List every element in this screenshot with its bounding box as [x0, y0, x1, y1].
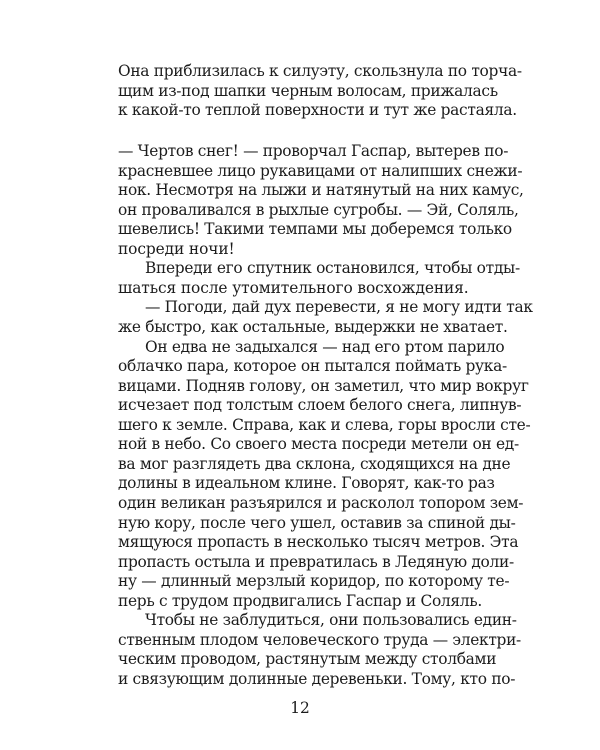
- text-line: Он едва не задыхался — над его ртом парило: [145, 338, 505, 356]
- text-line: Она приблизилась к силуэту, скользнула по торча-: [118, 62, 522, 80]
- text-line: ну — длинный мерзлый коридор, по которому те-: [118, 572, 510, 590]
- text-line: же быстро, как остальные, выдержки не хватает.: [118, 318, 508, 336]
- text-line: и связующим долинные деревеньки. Тому, кто по-: [118, 670, 516, 688]
- text-line: ной в небо. Со своего места посреди метели он ед-: [118, 435, 519, 453]
- text-line: к какой-то теплой поверхности и тут же растаяла.: [118, 101, 517, 119]
- text-line: перь с трудом продвигались Гаспар и Соляль.: [118, 592, 482, 610]
- text-line: вицами. Подняв голову, он заметил, что мир вокруг: [118, 377, 529, 395]
- text-line: ственным плодом человеческого труда — электри-: [118, 631, 521, 649]
- text-line: пропасть остыла и превратилась в Ледяную доли-: [118, 553, 514, 571]
- text-line: щим из-под шапки черным волосам, прижалась: [118, 82, 498, 100]
- text-line: — Чертов снег! — проворчал Гаспар, вытерев по-: [118, 142, 509, 160]
- text-line: шаться после утомительного восхождения.: [118, 279, 469, 297]
- text-line: — Погоди, дай дух перевести, я не могу идти так: [145, 298, 533, 316]
- text-line: ва мог разглядеть два склона, сходящихся на дне: [118, 455, 511, 473]
- text-line: облачко пара, которое он пытался поймать рука-: [118, 357, 507, 375]
- text-line: нок. Несмотря на лыжи и натянутый на них камус,: [118, 181, 524, 199]
- text-line: ческим проводом, растянутым между столбами: [118, 650, 497, 668]
- page-number: 12: [290, 699, 310, 717]
- text-line: исчезает под толстым слоем белого снега, липнув-: [118, 396, 522, 414]
- text-line: долины в идеальном клине. Говорят, как-то раз: [118, 474, 495, 492]
- text-line: ную кору, после чего ушел, оставив за спиной ды-: [118, 514, 516, 532]
- text-line: красневшее лицо рукавицами от налипших снежи-: [118, 162, 523, 180]
- text-line: шего к земле. Справа, как и слева, горы вросли сте-: [118, 416, 531, 434]
- text-line: Чтобы не заблудиться, они пользовались един-: [145, 611, 517, 629]
- text-line: посреди ночи!: [118, 240, 235, 258]
- text-line: шевелись! Такими темпами мы доберемся только: [118, 220, 512, 238]
- text-line: он проваливался в рыхлые сугробы. — Эй, Соляль,: [118, 201, 519, 219]
- text-line: мящуюся пропасть в несколько тысяч метров. Эта: [118, 533, 519, 551]
- text-line: один великан разъярился и расколол топором зем-: [118, 494, 524, 512]
- text-line: Впереди его спутник остановился, чтобы отды-: [145, 259, 520, 277]
